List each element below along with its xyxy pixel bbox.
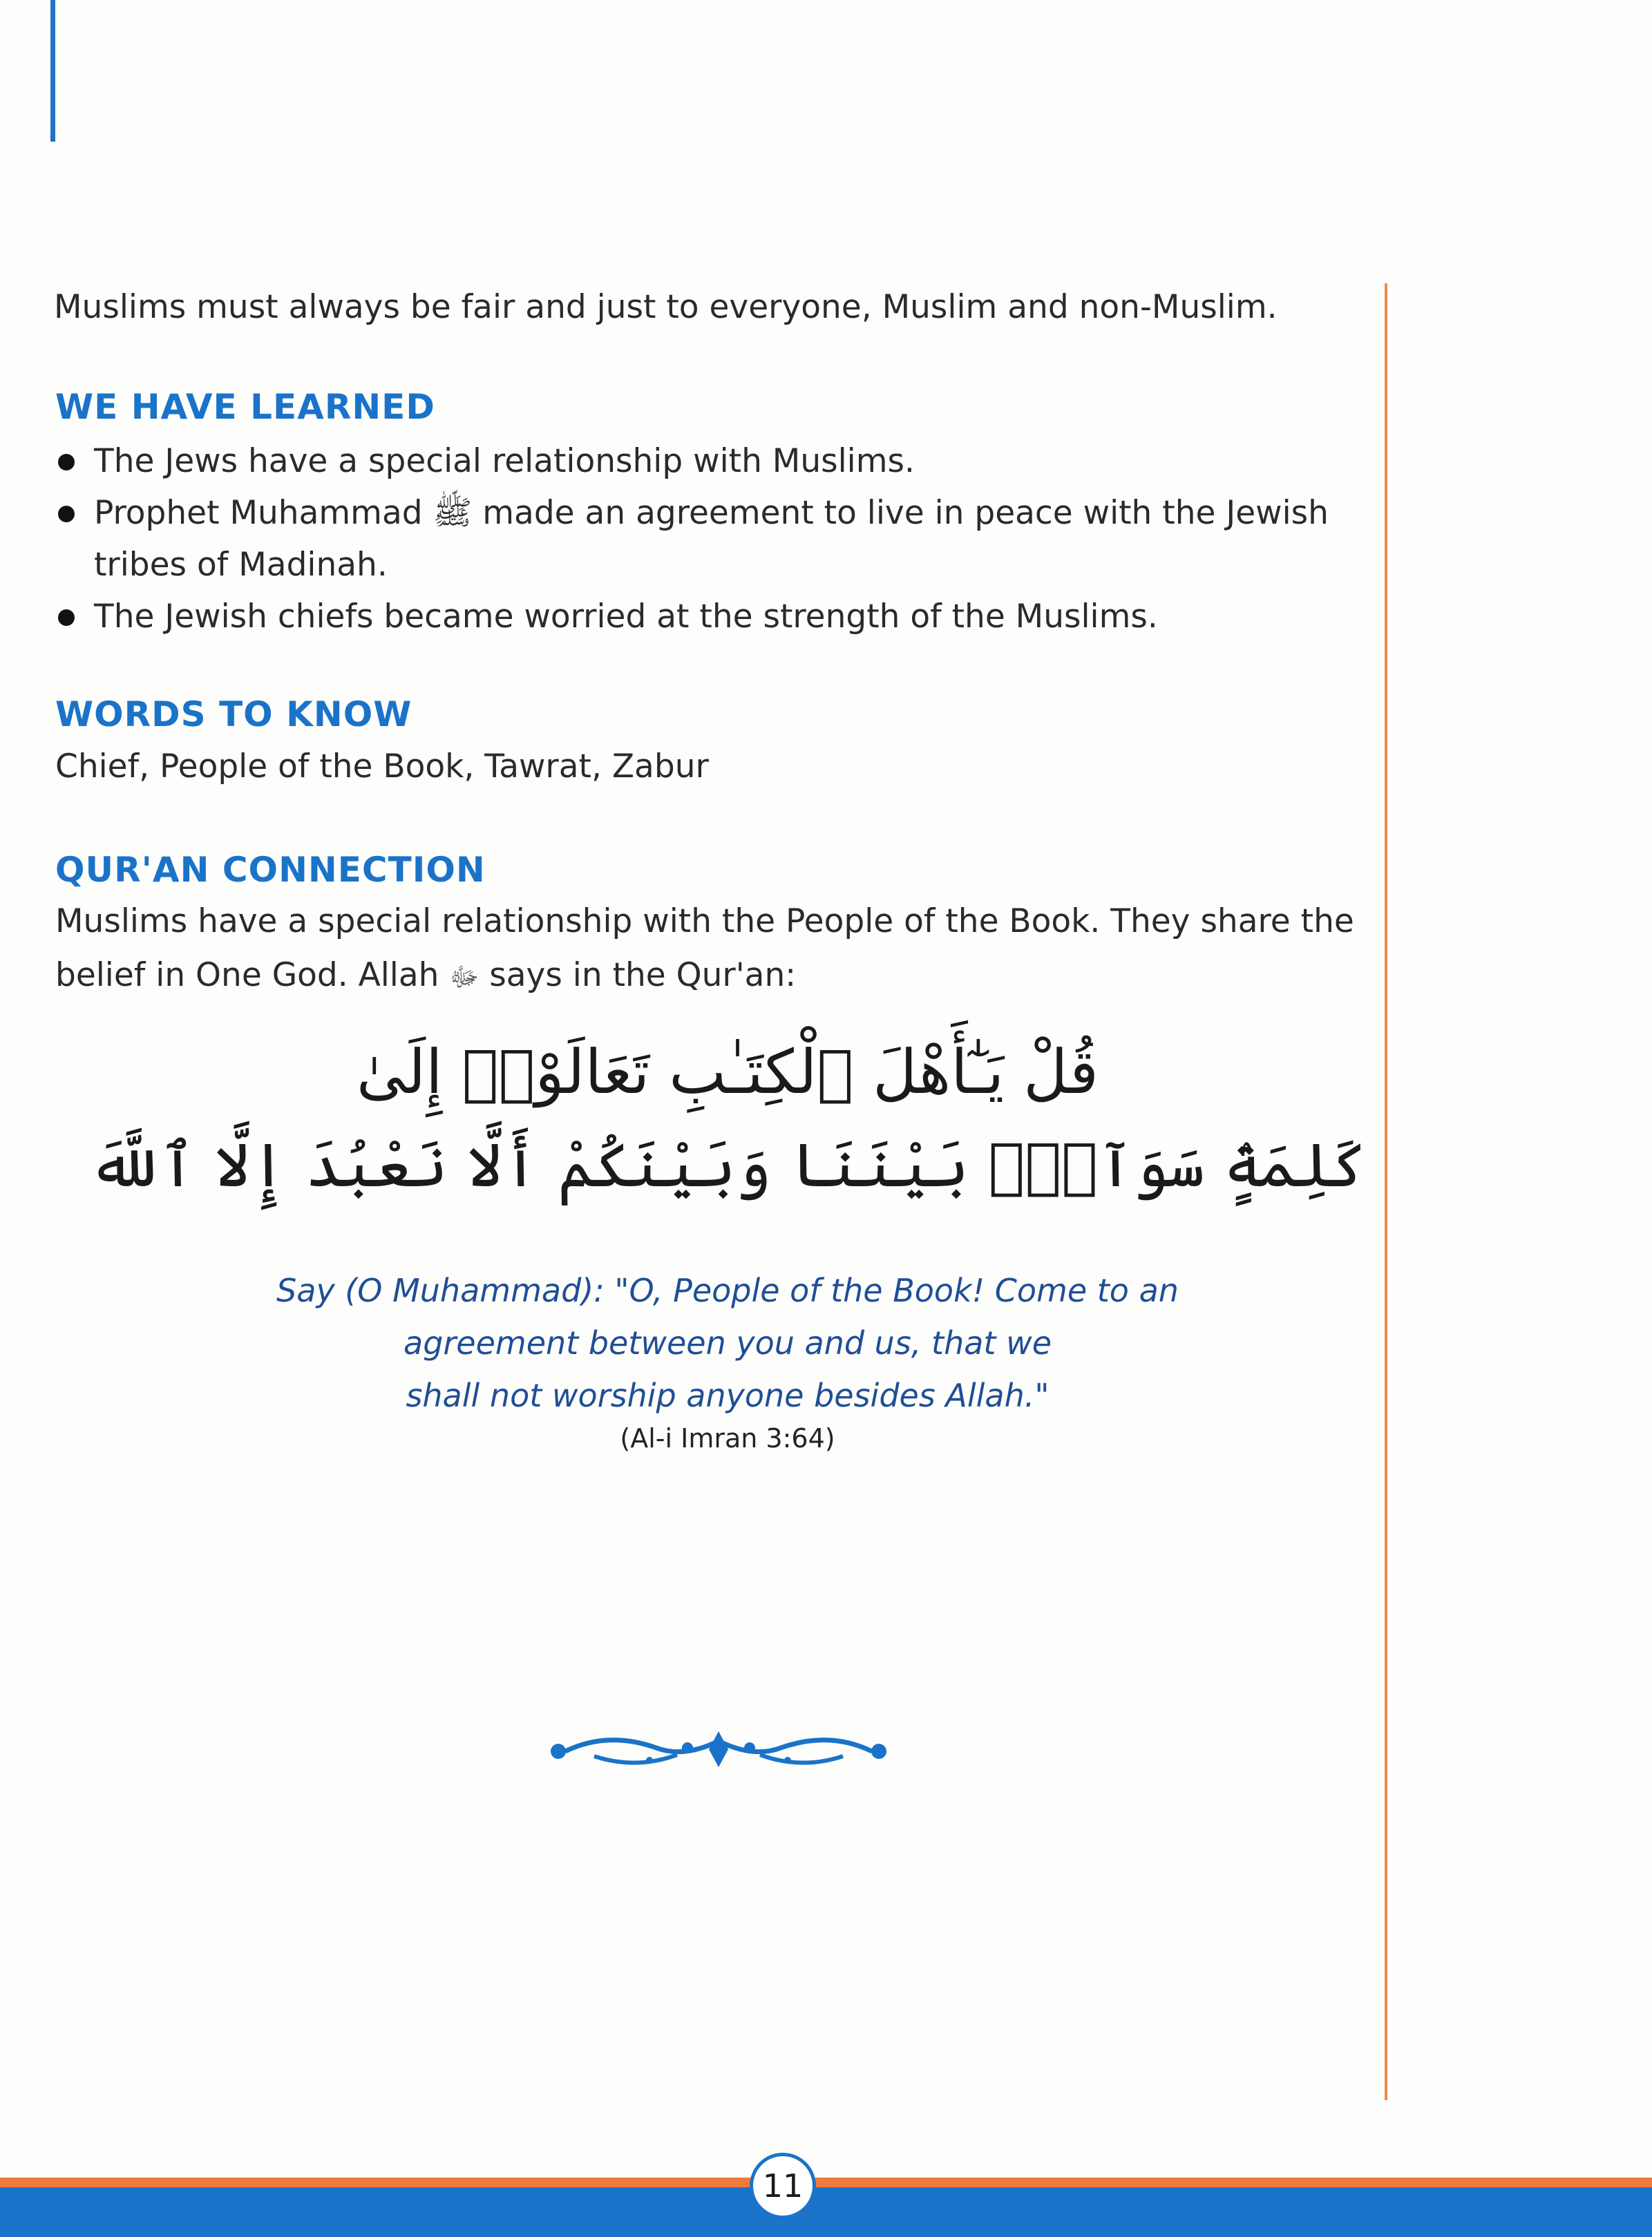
list-item: The Jews have a special relationship with Muslims. (54, 435, 1367, 487)
we-have-learned-heading: WE HAVE LEARNED (55, 387, 435, 427)
paragraph-text-end: says in the Qur'an: (489, 956, 797, 994)
ornament-divider-icon (546, 1727, 891, 1776)
top-accent-rule (50, 0, 55, 142)
intro-text: Muslims must always be fair and just to everyone, Muslim and non-Muslim. (54, 288, 1278, 326)
honorific-symbol: ﷻ (449, 962, 480, 992)
arabic-verse-line-1: قُلْ يَـٰٓأَهْلَ ٱلْكِتَـٰبِ تَعَالَوْا۟ إِلَىٰ (357, 1036, 1099, 1107)
verse-translation (54, 1264, 1401, 1422)
verse-reference: (Al-i Imran 3:64) (620, 1423, 835, 1454)
page-number: 11 (750, 2153, 816, 2219)
footer-blue-band (0, 2187, 1652, 2237)
quran-connection-paragraph (55, 895, 1368, 1004)
translation-line: Say (O Muhammad): "O, People of the Book! Come to an (276, 1272, 1179, 1309)
list-item: The Jewish chiefs became worried at the strength of the Muslims. (54, 591, 1367, 642)
learned-list (54, 435, 1367, 642)
quran-connection-heading: QUR'AN CONNECTION (55, 850, 486, 890)
list-item: Prophet Muhammad ﷺ made an agreement to live in peace with the Jewish tribes of Madinah. (54, 487, 1367, 591)
paragraph-text: Muslims have a special relationship with the People of the Book. They share the belief in One God. Allah (55, 902, 1354, 994)
words-to-know-heading: WORDS TO KNOW (55, 694, 412, 734)
arabic-verse-line-2: كَلِمَةٍۢ سَوَآءٍۭ بَيْنَنَا وَبَيْنَكُمْ أَلَّا نَعْبُدَ إِلَّا ٱللَّهَ (88, 1130, 1367, 1201)
footer-orange-band (0, 2178, 1652, 2187)
words-list: Chief, People of the Book, Tawrat, Zabur (55, 748, 709, 786)
translation-line: agreement between you and us, that we (403, 1324, 1052, 1362)
translation-line: shall not worship anyone besides Allah." (406, 1377, 1050, 1414)
